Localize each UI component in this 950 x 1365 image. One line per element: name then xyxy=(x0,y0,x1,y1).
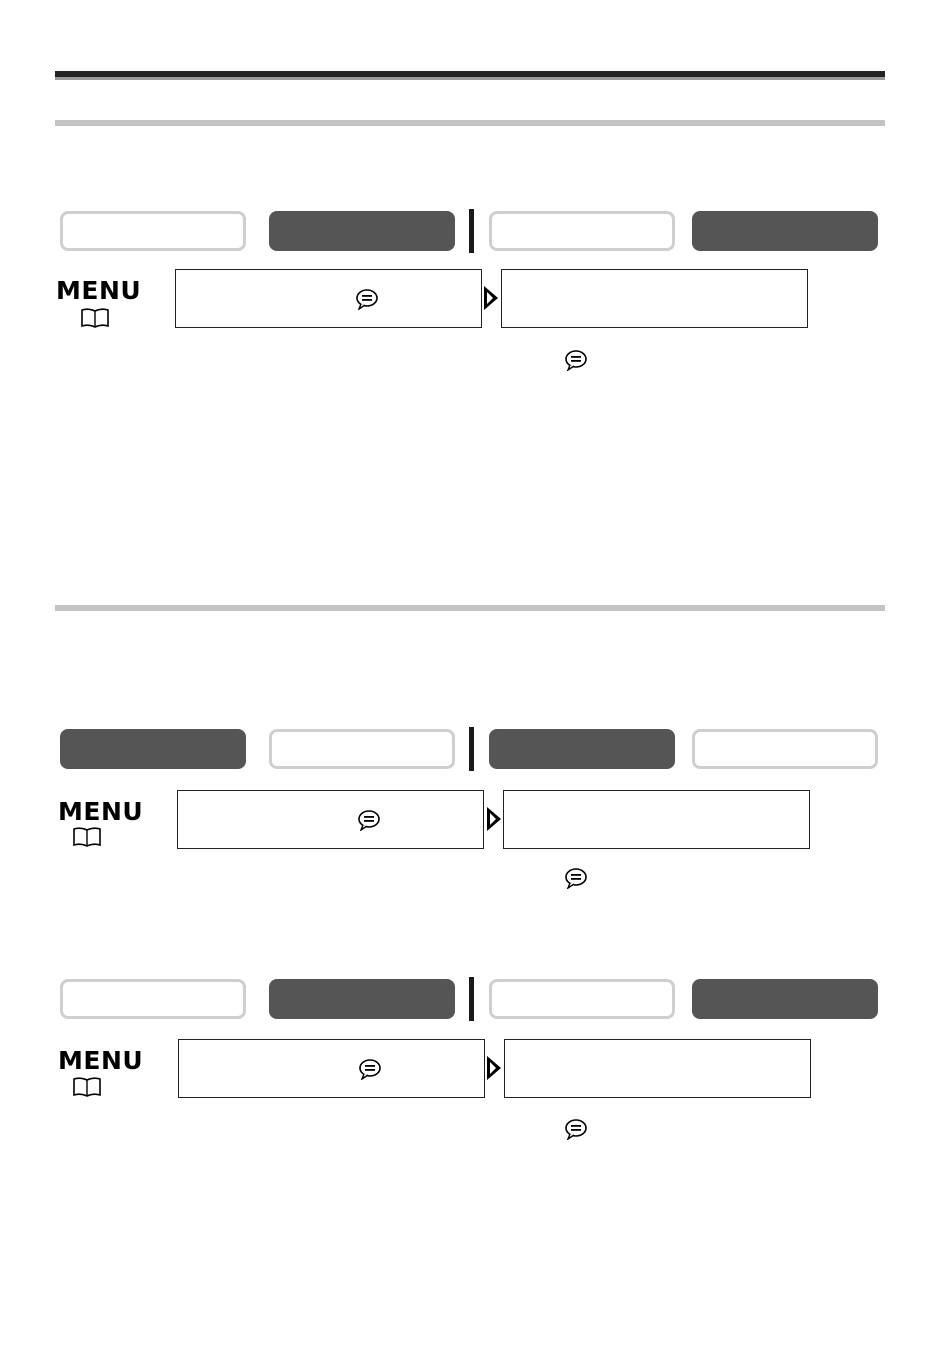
mode-indicator-1-2 xyxy=(269,211,455,251)
section-divider-1 xyxy=(55,120,885,126)
mode-indicator-1-3 xyxy=(489,211,675,251)
mode-indicator-2-4 xyxy=(692,729,878,769)
menu-item-box-2 xyxy=(177,790,484,849)
menu-label: MENU xyxy=(58,1046,144,1075)
arrow-right-icon xyxy=(485,1054,503,1082)
mode-indicator-3-2 xyxy=(269,979,455,1019)
mode-separator-2 xyxy=(469,727,474,771)
speech-bubble-icon xyxy=(564,867,588,889)
arrow-right-icon xyxy=(485,805,503,833)
mode-indicator-3-4 xyxy=(692,979,878,1019)
menu-setting-box-3 xyxy=(504,1039,811,1098)
mode-indicator-1-1 xyxy=(60,211,246,251)
mode-indicator-2-2 xyxy=(269,729,455,769)
speech-bubble-icon xyxy=(564,1118,588,1140)
mode-indicator-3-3 xyxy=(489,979,675,1019)
menu-setting-box-2 xyxy=(503,790,810,849)
book-reference-icon xyxy=(72,827,102,847)
mode-indicator-2-3 xyxy=(489,729,675,769)
book-reference-icon xyxy=(72,1077,102,1097)
arrow-right-icon xyxy=(482,284,500,312)
speech-bubble-icon xyxy=(358,1058,382,1080)
speech-bubble-icon xyxy=(355,288,379,310)
mode-separator-1 xyxy=(469,209,474,253)
section-divider-2 xyxy=(55,605,885,611)
menu-setting-box-1 xyxy=(501,269,808,328)
menu-item-box-3 xyxy=(178,1039,485,1098)
speech-bubble-icon xyxy=(564,349,588,371)
header-rule-shadow xyxy=(55,77,885,80)
book-reference-icon xyxy=(80,308,110,328)
menu-label: MENU xyxy=(58,797,144,826)
mode-indicator-3-1 xyxy=(60,979,246,1019)
menu-label: MENU xyxy=(56,276,142,305)
mode-indicator-1-4 xyxy=(692,211,878,251)
mode-separator-3 xyxy=(469,977,474,1021)
mode-indicator-2-1 xyxy=(60,729,246,769)
menu-item-box-1 xyxy=(175,269,482,328)
speech-bubble-icon xyxy=(357,809,381,831)
